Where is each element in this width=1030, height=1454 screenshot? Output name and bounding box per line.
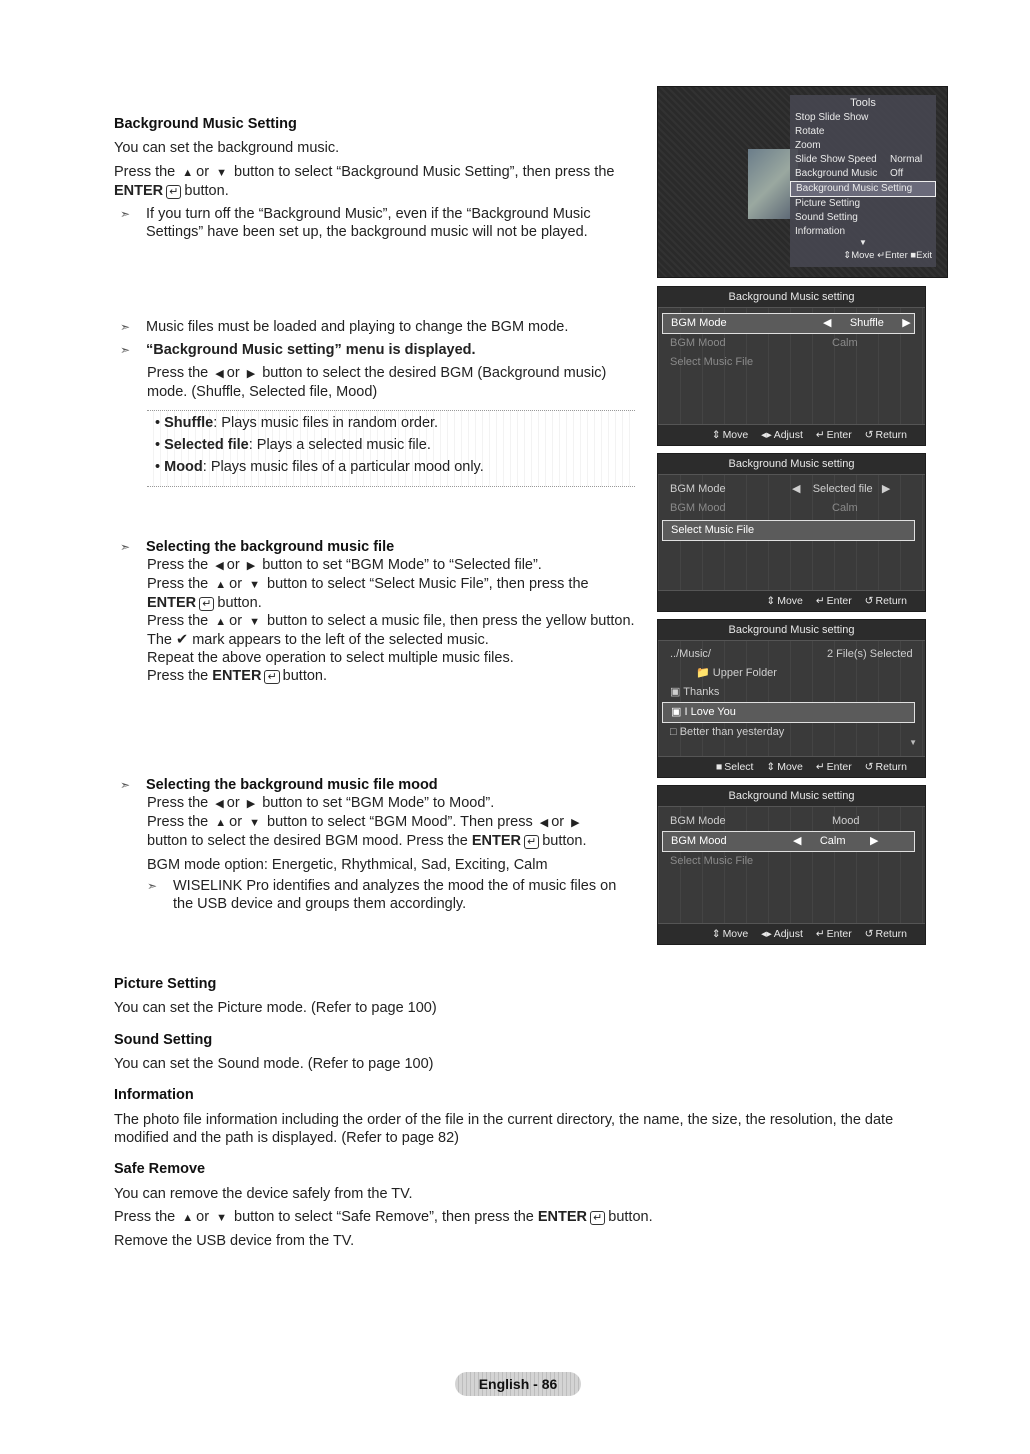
safe-remove-instruction: Press the ▲ or ▼ button to select “Safe Remove”, then press the ENTER ↵ button. (114, 1209, 653, 1225)
tools-item-rotate[interactable]: Rotate (795, 126, 825, 137)
return-icon: ↺ (864, 595, 874, 607)
tools-item-picture-setting[interactable]: Picture Setting (795, 198, 861, 209)
sound-setting-text: You can set the Sound mode. (Refer to page 100) (114, 1056, 434, 1072)
right-arrow-icon: ▶ (246, 798, 256, 810)
bgm-note: ➣ If you turn off the “Background Music”, even if the “Background Music Settings” have been set up, the background music will not be played. (120, 206, 591, 240)
select-mood-note: ➣ WISELINK Pro identifies and analyzes the mood the of music files on the USB device and groups them accordingly. (147, 878, 617, 912)
osd-row-select-music-file[interactable]: Select Music File (662, 520, 915, 541)
file-row-better-than-yesterday[interactable]: □ Better than yesterday (670, 726, 785, 738)
down-arrow-icon: ▼ (249, 817, 260, 829)
select-mood-steps: Press the ◀ or ▶ button to set “BGM Mode” to Mood”. Press the ▲ or ▼ button to select “BGM Mood”. Then press ◀ or ▶ button to select the desired BGM mood. Press the ENTER ↵ button. BGM mode option: Energetic, Rhythmical, Sad, Exciting, Calm (147, 795, 587, 873)
file-row-thanks[interactable]: ▣ Thanks (670, 686, 720, 698)
tools-item-background-music[interactable]: Background Music Off (795, 168, 904, 179)
osd-title: Background Music setting (658, 287, 925, 308)
enter-icon: ↵ (524, 835, 539, 849)
checked-box-icon: ▣ (671, 706, 682, 718)
left-arrow-icon: ◀ (215, 798, 224, 810)
exit-icon: ■ (910, 250, 917, 261)
right-arrow-icon: ▶ (571, 817, 580, 829)
bgm-mode-note1: ➣ Music files must be loaded and playing to change the BGM mode. (120, 319, 569, 335)
tools-footer: ⇕Move ↵Enter ■Exit (843, 250, 932, 261)
enter-icon: ↵ (815, 595, 825, 607)
osd-bgm-mood (657, 785, 926, 945)
right-arrow-icon: ▶ (246, 560, 256, 572)
tools-item-background-music-setting[interactable]: Background Music Setting (790, 181, 936, 197)
information-text: The photo file information including the order of the file in the current directory, the name, the size, the resolution, the date modified and the path is displayed. (Refer to page 82) (114, 1112, 894, 1146)
osd-bgm-shuffle (657, 286, 926, 446)
enter-icon: ↵ (877, 250, 886, 261)
note-arrow-icon: ➣ (120, 778, 131, 792)
up-arrow-icon: ▲ (215, 817, 227, 829)
left-arrow-icon: ◀ (792, 483, 801, 495)
enter-icon: ↵ (590, 1211, 605, 1225)
move-icon: ⇕ (766, 761, 776, 773)
select-file-steps: Press the ◀ or ▶ button to set “BGM Mode” to “Selected file”. Press the ▲ or ▼ button to select “Select Music File”, then press the ENTER ↵ button. Press the ▲ or ▼ button to select a music file, then press the yellow button. The ✔ mark appears to the left of the selected music. Repeat the above operation to select multiple music files. Press the ENTER ↵ button. (147, 557, 635, 684)
right-arrow-icon: ▶ (881, 483, 891, 495)
tools-item-information[interactable]: Information (795, 226, 846, 237)
page-number-label: English - 86 (455, 1372, 581, 1396)
move-icon: ⇕ (843, 250, 852, 261)
adjust-icon: ◂▸ (761, 928, 772, 940)
osd-row-bgm-mood[interactable]: BGM Mood Calm (670, 502, 858, 514)
tools-item-slide-show-speed[interactable]: Slide Show Speed Normal (795, 154, 923, 165)
right-arrow-icon: ▶ (902, 317, 911, 329)
osd-footer: ■ Select ⇕ Move ↵ Enter ↺ Return (658, 756, 925, 777)
osd-bgm-selected-file (657, 453, 926, 612)
left-arrow-icon: ◀ (215, 560, 224, 572)
note-arrow-icon: ➣ (147, 879, 158, 893)
osd-title: Background Music setting (658, 620, 925, 641)
osd-row-bgm-mood[interactable]: BGM Mood Calm (670, 337, 858, 349)
tools-item-stop-slide-show[interactable]: Stop Slide Show (795, 112, 869, 123)
note-arrow-icon: ➣ (120, 320, 131, 334)
checked-box-icon: ▣ (670, 686, 681, 698)
up-arrow-icon: ▲ (215, 579, 227, 591)
safe-remove-text1: You can remove the device safely from the TV. (114, 1186, 413, 1202)
return-icon: ↺ (864, 429, 874, 441)
bgm-mode-note2: ➣ “Background Music setting” menu is displayed. (120, 342, 476, 358)
osd-row-bgm-mode[interactable]: BGM Mode ◀ Shuffle ▶ (662, 313, 915, 334)
note-arrow-icon: ➣ (120, 343, 131, 357)
enter-icon: ↵ (199, 597, 214, 611)
enter-icon: ↵ (166, 185, 181, 199)
return-icon: ↺ (864, 928, 874, 940)
safe-remove-title: Safe Remove (114, 1161, 206, 1177)
bgm-modes-box (147, 410, 635, 487)
osd-row-bgm-mode[interactable]: BGM Mode Mood (670, 815, 860, 827)
osd-music-file-list (657, 619, 926, 778)
enter-icon: ↵ (815, 429, 825, 441)
picture-setting-title: Picture Setting (114, 976, 217, 992)
right-arrow-icon: ▶ (869, 835, 879, 847)
file-row-upper-folder[interactable]: 📁 Upper Folder (696, 667, 777, 679)
osd-footer: ⇕ Move ↵ Enter ↺ Return (658, 590, 925, 611)
bgm-press-instruction: Press the ▲ or ▼ button to select “Background Music Setting”, then press the ENTER ↵ button. (114, 164, 615, 199)
osd-footer: ⇕ Move ◂▸ Adjust ↵ Enter ↺ Return (658, 424, 925, 445)
note-arrow-icon: ➣ (120, 207, 131, 221)
return-icon: ↺ (864, 761, 874, 773)
check-mark-icon: ✔ (176, 632, 189, 648)
right-arrow-icon: ▶ (246, 368, 256, 380)
left-arrow-icon: ◀ (215, 368, 224, 380)
mode-shuffle: • Shuffle: Plays music files in random order. (155, 415, 439, 431)
osd-row-select-music-file[interactable]: Select Music File (670, 356, 754, 368)
left-arrow-icon: ◀ (539, 817, 549, 829)
osd-row-bgm-mode[interactable]: BGM Mode ◀ Selected file ▶ (670, 483, 891, 495)
select-icon: ■ (715, 761, 723, 773)
select-file-title: ➣ Selecting the background music file (120, 539, 395, 555)
folder-icon: 📁 (696, 667, 710, 679)
up-arrow-icon: ▲ (182, 167, 194, 179)
osd-title: Background Music setting (658, 786, 925, 807)
file-row-i-love-you[interactable]: ▣ I Love You (662, 702, 915, 723)
scroll-down-icon: ▼ (859, 238, 867, 247)
safe-remove-text3: Remove the USB device from the TV. (114, 1233, 355, 1249)
enter-icon: ↵ (815, 928, 825, 940)
down-arrow-icon: ▼ (249, 579, 260, 591)
osd-row-select-music-file[interactable]: Select Music File (670, 855, 754, 867)
bgm-intro: You can set the background music. (114, 140, 340, 156)
up-arrow-icon: ▲ (182, 1212, 194, 1224)
osd-title: Background Music setting (658, 454, 925, 475)
checkbox-icon: □ (670, 726, 677, 738)
down-arrow-icon: ▼ (216, 1212, 227, 1224)
tools-item-zoom[interactable]: Zoom (795, 140, 821, 151)
tools-osd-screenshot (657, 86, 948, 278)
mode-mood: • Mood: Plays music files of a particular mood only. (155, 459, 484, 475)
osd-path-row: ../Music/ 2 File(s) Selected (670, 648, 913, 660)
section-title-bgm-setting: Background Music Setting (114, 116, 297, 132)
scroll-down-icon: ▼ (909, 738, 917, 747)
up-arrow-icon: ▲ (215, 616, 227, 628)
enter-icon: ↵ (264, 670, 279, 684)
picture-setting-text: You can set the Picture mode. (Refer to page 100) (114, 1000, 437, 1016)
tools-item-sound-setting[interactable]: Sound Setting (795, 212, 858, 223)
note-arrow-icon: ➣ (120, 540, 131, 554)
down-arrow-icon: ▼ (249, 616, 260, 628)
left-arrow-icon: ◀ (823, 317, 832, 329)
osd-row-bgm-mood[interactable]: BGM Mood ◀ Calm ▶ (662, 831, 915, 852)
osd-footer: ⇕ Move ◂▸ Adjust ↵ Enter ↺ Return (658, 923, 925, 944)
tools-menu-title: Tools (850, 97, 876, 109)
enter-icon: ↵ (815, 761, 825, 773)
select-mood-title: ➣ Selecting the background music file mood (120, 777, 438, 793)
down-arrow-icon: ▼ (216, 167, 227, 179)
sound-setting-title: Sound Setting (114, 1032, 213, 1048)
information-title: Information (114, 1087, 194, 1103)
move-icon: ⇕ (711, 928, 721, 940)
move-icon: ⇕ (711, 429, 721, 441)
bgm-mode-press-instruction: Press the ◀ or ▶ button to select the desired BGM (Background music) mode. (Shuffle, Selected file, Mood) (147, 365, 607, 400)
left-arrow-icon: ◀ (793, 835, 802, 847)
move-icon: ⇕ (766, 595, 776, 607)
adjust-icon: ◂▸ (761, 429, 772, 441)
mode-selected-file: • Selected file: Plays a selected music file. (155, 437, 431, 453)
tools-menu (790, 95, 936, 267)
